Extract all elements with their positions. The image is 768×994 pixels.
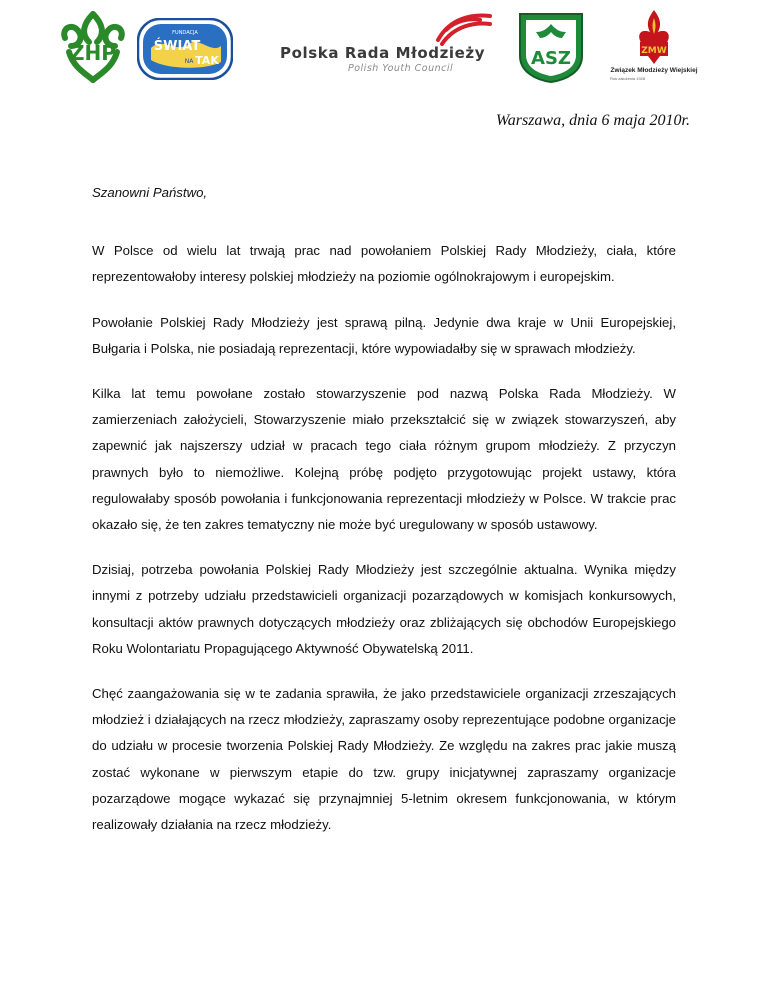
paragraph-2: Powołanie Polskiej Rady Młodzieży jest sprawą pilną. Jedynie dwa kraje w Unii Europejskiej, Bułgaria i Polska, nie posiadają reprezentacji, które wypowiadałby się w sprawach młodzieży. [92,314,676,356]
paragraph-3: Kilka lat temu powołane zostało stowarzyszenie pod nazwą Polska Rada Młodzieży. W zamierzeniach założycieli, Stowarzyszenie miało przekształcić się w związek stowarzyszeń, aby zapewnić jak najszerszy udział w pracach tego ciała różnym grupom młodzieży. Z przyczyn prawnych było to niemożliwe. Kolejną próbę podjęto przygotowując projekt ustawy, która regulowałaby sposób powołania i funkcjonowania reprezentacji młodzieży w Polsce. W trakcie prac okazało się, że ten zakres tematyczny nie może być uregulowany w sposób ustawowy. [92,386,676,533]
paragraph-5: Chęć zaangażowania się w te zadania sprawiła, że jako przedstawiciele organizacji zrzeszających młodzież i działających na rzecz młodzieży, zapraszamy osoby reprezentujące podobne organizacje do udziału w procesie tworzenia Polskiej Rady Młodzieży. Ze względu na zakres prac jakie muszą zostać wykonane w pierwszym etapie do tzw. grupy inicjatywnej zapraszamy organizacje pozarządowe mogące wykazać się przynajmniej 5-letnim okresem funkcjonowania, w którym realizowały działania na rzecz młodzieży. [92,686,676,833]
polska-rada-mlodziezy-logo [260,10,500,80]
svg-text:ZHP: ZHP [70,41,116,65]
paragraph-4: Dzisiaj, potrzeba powołania Polskiej Rady Młodzieży jest szczególnie aktualna. Wynika między innymi z potrzeby udziału przedstawicieli organizacji pozarządowych w komisjach konkursowych, konsultacji aktów prawnych dotyczących młodzieży oraz zbliżających się obchodów Europejskiego Roku Wolontariatu Propagującego Aktywność Obywatelską 2011. [92,562,676,656]
swiat-na-text: NA [184,58,194,65]
letter-body [92,180,676,857]
prm-flame-icon [432,10,494,46]
prm-title: Polska Rada Młodzieży [280,44,486,62]
zmw-badge-text: ZMW [641,46,667,56]
swiat-na-tak-logo [137,18,233,80]
zmw-label: Związek Młodzieży Wiejskiej [610,67,698,74]
zhp-logo [55,8,131,86]
asz-logo [516,10,586,84]
zmw-logo [606,8,702,90]
prm-subtitle: Polish Youth Council [348,63,454,74]
paragraph-1: W Polsce od wielu lat trwają prac nad powołaniem Polskiej Rady Młodzieży, ciała, które reprezentowałoby interesy polskiej młodzieży na poziomie ogólnokrajowym i europejskim. [92,243,676,285]
swiat-main-text: ŚWIAT [153,39,201,54]
swiat-tak-text: TAK [195,54,219,67]
asz-text: ASZ [531,48,571,69]
letterhead-logos [0,0,768,90]
zmw-emblem-icon [628,8,680,66]
letter-date: Warszawa, dnia 6 maja 2010r. [495,112,690,129]
salutation: Szanowni Państwo, [92,185,208,200]
zmw-sub-label: Rok założenia 1928 [610,76,646,81]
swiat-top-text: FUNDACJA [172,30,198,36]
